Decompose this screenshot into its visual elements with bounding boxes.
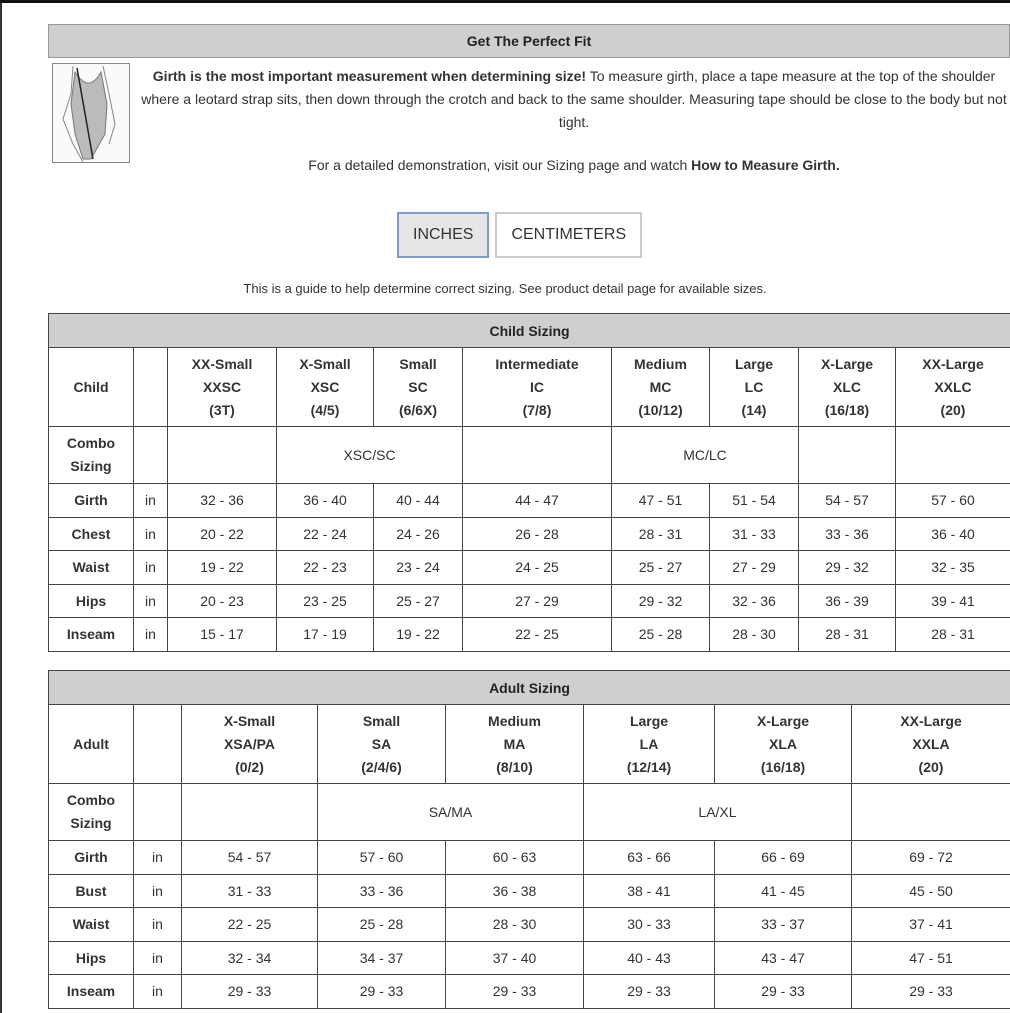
fit-title: Get The Perfect Fit bbox=[48, 24, 1010, 58]
combo-cell: XSC/SC bbox=[277, 427, 463, 484]
measurement-cell: 17 - 19 bbox=[277, 618, 374, 652]
measurement-cell: 66 - 69 bbox=[715, 841, 852, 875]
measurement-cell: 22 - 23 bbox=[277, 551, 374, 585]
row-label: Girth bbox=[49, 841, 134, 875]
sizing-guide-note: This is a guide to help determine correct sizing. See product detail page for available sizes. bbox=[0, 281, 1010, 296]
unit-cell: in bbox=[134, 584, 168, 618]
measurement-cell: 19 - 22 bbox=[374, 618, 463, 652]
adult-caption: Adult Sizing bbox=[49, 671, 1010, 705]
measurement-cell: 28 - 31 bbox=[896, 618, 1010, 652]
measurement-cell: 31 - 33 bbox=[182, 874, 318, 908]
girth-intro bbox=[138, 65, 1010, 134]
table-row bbox=[49, 874, 1010, 908]
row-label: Girth bbox=[49, 484, 134, 518]
child-caption: Child Sizing bbox=[49, 314, 1010, 348]
corner-label: Adult bbox=[49, 705, 134, 784]
measurement-cell: 37 - 41 bbox=[852, 908, 1010, 942]
combo-cell: LA/XL bbox=[584, 784, 852, 841]
measurement-cell: 51 - 54 bbox=[710, 484, 799, 518]
measurement-cell: 63 - 66 bbox=[584, 841, 715, 875]
measurement-cell: 36 - 40 bbox=[896, 517, 1010, 551]
unit-cell: in bbox=[134, 551, 168, 585]
table-row bbox=[49, 551, 1010, 585]
window-edge bbox=[0, 3, 2, 1013]
row-label: Inseam bbox=[49, 618, 134, 652]
measurement-cell: 39 - 41 bbox=[896, 584, 1010, 618]
measurement-cell: 29 - 33 bbox=[318, 975, 446, 1009]
corner-label: Child bbox=[49, 348, 134, 427]
size-header: Large LC (14) bbox=[710, 348, 799, 427]
row-label: Chest bbox=[49, 517, 134, 551]
unit-toggle bbox=[397, 212, 642, 258]
measurement-cell: 34 - 37 bbox=[318, 941, 446, 975]
measurement-cell: 29 - 33 bbox=[446, 975, 584, 1009]
unit-cell: in bbox=[134, 908, 182, 942]
row-label: Hips bbox=[49, 584, 134, 618]
intro-bold: Girth is the most important measurement when determining size! bbox=[153, 68, 586, 84]
size-header: Intermediate IC (7/8) bbox=[463, 348, 612, 427]
unit-cell: in bbox=[134, 975, 182, 1009]
measurement-cell: 54 - 57 bbox=[182, 841, 318, 875]
row-label: Waist bbox=[49, 908, 134, 942]
row-label: Inseam bbox=[49, 975, 134, 1009]
measurement-cell: 32 - 34 bbox=[182, 941, 318, 975]
measurement-cell: 20 - 22 bbox=[168, 517, 277, 551]
measurement-cell: 28 - 30 bbox=[446, 908, 584, 942]
row-label: Waist bbox=[49, 551, 134, 585]
measurement-cell: 27 - 29 bbox=[463, 584, 612, 618]
measurement-cell: 24 - 25 bbox=[463, 551, 612, 585]
inches-button[interactable]: INCHES bbox=[397, 212, 489, 258]
unit-cell: in bbox=[134, 874, 182, 908]
how-to-measure-link[interactable]: How to Measure Girth. bbox=[691, 157, 840, 173]
unit-cell: in bbox=[134, 484, 168, 518]
measurement-cell: 25 - 28 bbox=[612, 618, 710, 652]
measurement-cell: 22 - 24 bbox=[277, 517, 374, 551]
measurement-cell: 41 - 45 bbox=[715, 874, 852, 908]
size-header: Small SC (6/6X) bbox=[374, 348, 463, 427]
child-sizing-table bbox=[48, 313, 1010, 652]
measurement-cell: 37 - 40 bbox=[446, 941, 584, 975]
measurement-cell: 28 - 31 bbox=[799, 618, 896, 652]
measurement-cell: 28 - 31 bbox=[612, 517, 710, 551]
measurement-cell: 36 - 38 bbox=[446, 874, 584, 908]
row-label: Hips bbox=[49, 941, 134, 975]
demo-prefix: For a detailed demonstration, visit our Sizing page and watch bbox=[308, 157, 691, 173]
leotard-figure-image bbox=[52, 63, 130, 163]
intro-text: To measure girth, place a tape measure at the top of the shoulder where a leotard strap sits, then down through the crotch and back to the same shoulder. Measuring tape should be close to the body but not tight. bbox=[141, 68, 1006, 130]
size-header: XX-Large XXLA (20) bbox=[852, 705, 1010, 784]
unit-cell: in bbox=[134, 841, 182, 875]
adult-sizing-table bbox=[48, 670, 1010, 1009]
table-row bbox=[49, 841, 1010, 875]
measurement-cell: 26 - 28 bbox=[463, 517, 612, 551]
measurement-cell: 25 - 27 bbox=[374, 584, 463, 618]
size-header: XX-Large XXLC (20) bbox=[896, 348, 1010, 427]
table-row bbox=[49, 484, 1010, 518]
combo-cell: SA/MA bbox=[318, 784, 584, 841]
measurement-cell: 29 - 33 bbox=[584, 975, 715, 1009]
measurement-cell: 19 - 22 bbox=[168, 551, 277, 585]
measurement-cell: 29 - 32 bbox=[612, 584, 710, 618]
measurement-cell: 38 - 41 bbox=[584, 874, 715, 908]
measurement-cell: 29 - 33 bbox=[852, 975, 1010, 1009]
measurement-cell: 32 - 35 bbox=[896, 551, 1010, 585]
measurement-cell: 36 - 40 bbox=[277, 484, 374, 518]
measurement-cell: 20 - 23 bbox=[168, 584, 277, 618]
size-header: Large LA (12/14) bbox=[584, 705, 715, 784]
measurement-cell: 22 - 25 bbox=[182, 908, 318, 942]
measurement-cell: 54 - 57 bbox=[799, 484, 896, 518]
measurement-cell: 69 - 72 bbox=[852, 841, 1010, 875]
table-row bbox=[49, 941, 1010, 975]
measurement-cell: 24 - 26 bbox=[374, 517, 463, 551]
measurement-cell: 30 - 33 bbox=[584, 908, 715, 942]
measurement-cell: 32 - 36 bbox=[168, 484, 277, 518]
table-row bbox=[49, 517, 1010, 551]
table-row bbox=[49, 584, 1010, 618]
measurement-cell: 40 - 44 bbox=[374, 484, 463, 518]
measurement-cell: 44 - 47 bbox=[463, 484, 612, 518]
measurement-cell: 23 - 25 bbox=[277, 584, 374, 618]
combo-label: Combo Sizing bbox=[49, 427, 134, 484]
measurement-cell: 23 - 24 bbox=[374, 551, 463, 585]
size-header: Small SA (2/4/6) bbox=[318, 705, 446, 784]
measurement-cell: 45 - 50 bbox=[852, 874, 1010, 908]
measurement-cell: 47 - 51 bbox=[612, 484, 710, 518]
size-header: X-Small XSC (4/5) bbox=[277, 348, 374, 427]
measurement-cell: 43 - 47 bbox=[715, 941, 852, 975]
measurement-cell: 28 - 30 bbox=[710, 618, 799, 652]
unit-cell: in bbox=[134, 517, 168, 551]
measurement-cell: 29 - 33 bbox=[715, 975, 852, 1009]
demo-text bbox=[138, 157, 1010, 173]
measurement-cell: 22 - 25 bbox=[463, 618, 612, 652]
measurement-cell: 33 - 36 bbox=[318, 874, 446, 908]
measurement-cell: 31 - 33 bbox=[710, 517, 799, 551]
measurement-cell: 57 - 60 bbox=[896, 484, 1010, 518]
size-header: Medium MA (8/10) bbox=[446, 705, 584, 784]
table-row bbox=[49, 908, 1010, 942]
size-header: Medium MC (10/12) bbox=[612, 348, 710, 427]
row-label: Bust bbox=[49, 874, 134, 908]
size-header: X-Large XLC (16/18) bbox=[799, 348, 896, 427]
measurement-cell: 32 - 36 bbox=[710, 584, 799, 618]
measurement-cell: 60 - 63 bbox=[446, 841, 584, 875]
measurement-cell: 29 - 32 bbox=[799, 551, 896, 585]
size-header: X-Small XSA/PA (0/2) bbox=[182, 705, 318, 784]
centimeters-button[interactable]: CENTIMETERS bbox=[495, 212, 642, 258]
measurement-cell: 15 - 17 bbox=[168, 618, 277, 652]
measurement-cell: 25 - 28 bbox=[318, 908, 446, 942]
unit-header bbox=[134, 348, 168, 427]
measurement-cell: 33 - 37 bbox=[715, 908, 852, 942]
unit-header bbox=[134, 705, 182, 784]
size-header: X-Large XLA (16/18) bbox=[715, 705, 852, 784]
measurement-cell: 47 - 51 bbox=[852, 941, 1010, 975]
measurement-cell: 36 - 39 bbox=[799, 584, 896, 618]
unit-cell: in bbox=[134, 941, 182, 975]
measurement-cell: 57 - 60 bbox=[318, 841, 446, 875]
measurement-cell: 40 - 43 bbox=[584, 941, 715, 975]
table-row bbox=[49, 618, 1010, 652]
measurement-cell: 33 - 36 bbox=[799, 517, 896, 551]
unit-cell: in bbox=[134, 618, 168, 652]
combo-label: Combo Sizing bbox=[49, 784, 134, 841]
measurement-cell: 29 - 33 bbox=[182, 975, 318, 1009]
table-row bbox=[49, 975, 1010, 1009]
measurement-cell: 25 - 27 bbox=[612, 551, 710, 585]
combo-cell: MC/LC bbox=[612, 427, 799, 484]
size-header: XX-Small XXSC (3T) bbox=[168, 348, 277, 427]
measurement-cell: 27 - 29 bbox=[710, 551, 799, 585]
